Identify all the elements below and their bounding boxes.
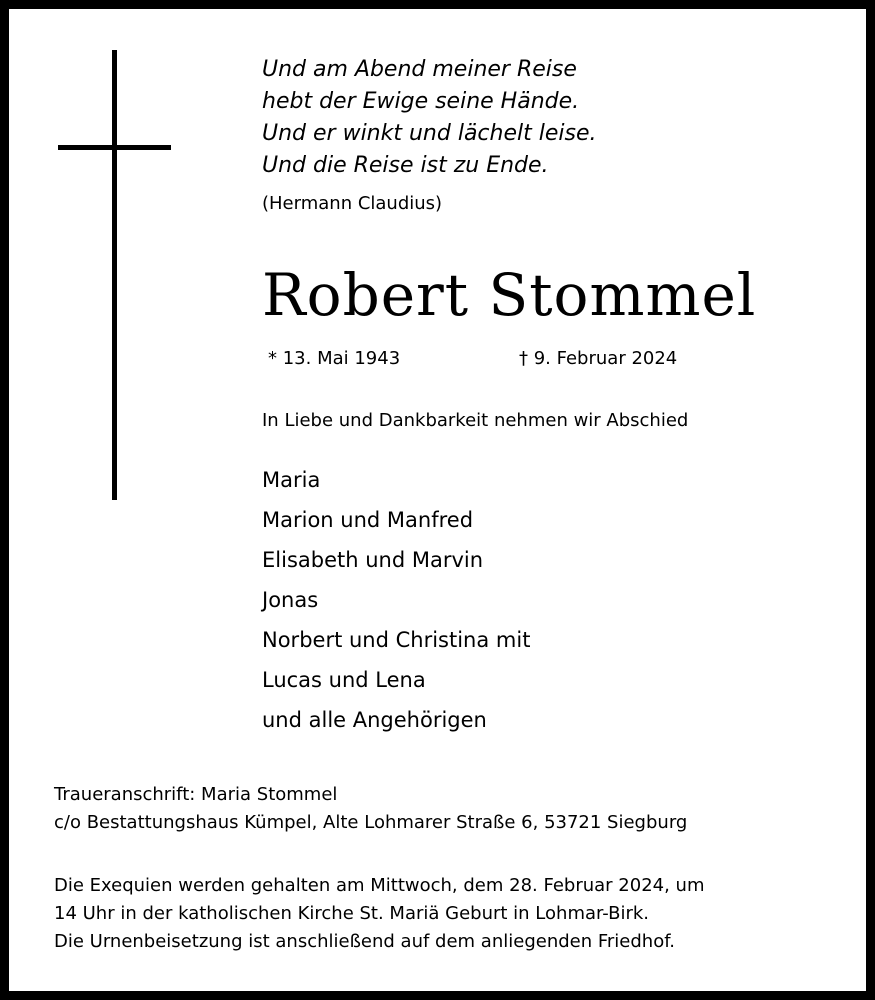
poem bbox=[262, 54, 596, 182]
mourner-entry: Jonas bbox=[262, 588, 319, 612]
mourner-entry: Marion und Manfred bbox=[262, 508, 474, 532]
mourner-entry: Maria bbox=[262, 468, 321, 492]
mourner-entry: Elisabeth und Marvin bbox=[262, 548, 484, 572]
address-line: c/o Bestattungshaus Kümpel, Alte Lohmarer Straße 6, 53721 Siegburg bbox=[54, 812, 688, 833]
cross-vertical-bar bbox=[112, 50, 117, 500]
address-line: Traueranschrift: Maria Stommel bbox=[54, 784, 338, 805]
mourner-entry: Norbert und Christina mit bbox=[262, 628, 531, 652]
poem-line: Und am Abend meiner Reise bbox=[262, 57, 577, 82]
service-info bbox=[54, 872, 705, 956]
farewell-text: In Liebe und Dankbarkeit nehmen wir Abschied bbox=[262, 410, 689, 431]
poem-author: (Hermann Claudius) bbox=[262, 193, 443, 214]
mourner-entry: Lucas und Lena bbox=[262, 668, 426, 692]
cross-horizontal-bar bbox=[58, 145, 171, 150]
poem-line: Und die Reise ist zu Ende. bbox=[262, 153, 549, 178]
service-line: Die Exequien werden gehalten am Mittwoch, dem 28. Februar 2024, um bbox=[54, 875, 705, 896]
birth-date: * 13. Mai 1943 bbox=[268, 348, 401, 369]
poem-line: hebt der Ewige seine Hände. bbox=[262, 89, 580, 114]
service-line: 14 Uhr in der katholischen Kirche St. Mariä Geburt in Lohmar-Birk. bbox=[54, 903, 650, 924]
service-line: Die Urnenbeisetzung ist anschließend auf dem anliegenden Friedhof. bbox=[54, 931, 675, 952]
mourners-list bbox=[262, 460, 530, 740]
mourning-address bbox=[54, 781, 687, 837]
mourner-entry: und alle Angehörigen bbox=[262, 708, 487, 732]
death-date: † 9. Februar 2024 bbox=[519, 348, 678, 369]
deceased-name: Robert Stommel bbox=[262, 261, 757, 329]
poem-line: Und er winkt und lächelt leise. bbox=[262, 121, 597, 146]
